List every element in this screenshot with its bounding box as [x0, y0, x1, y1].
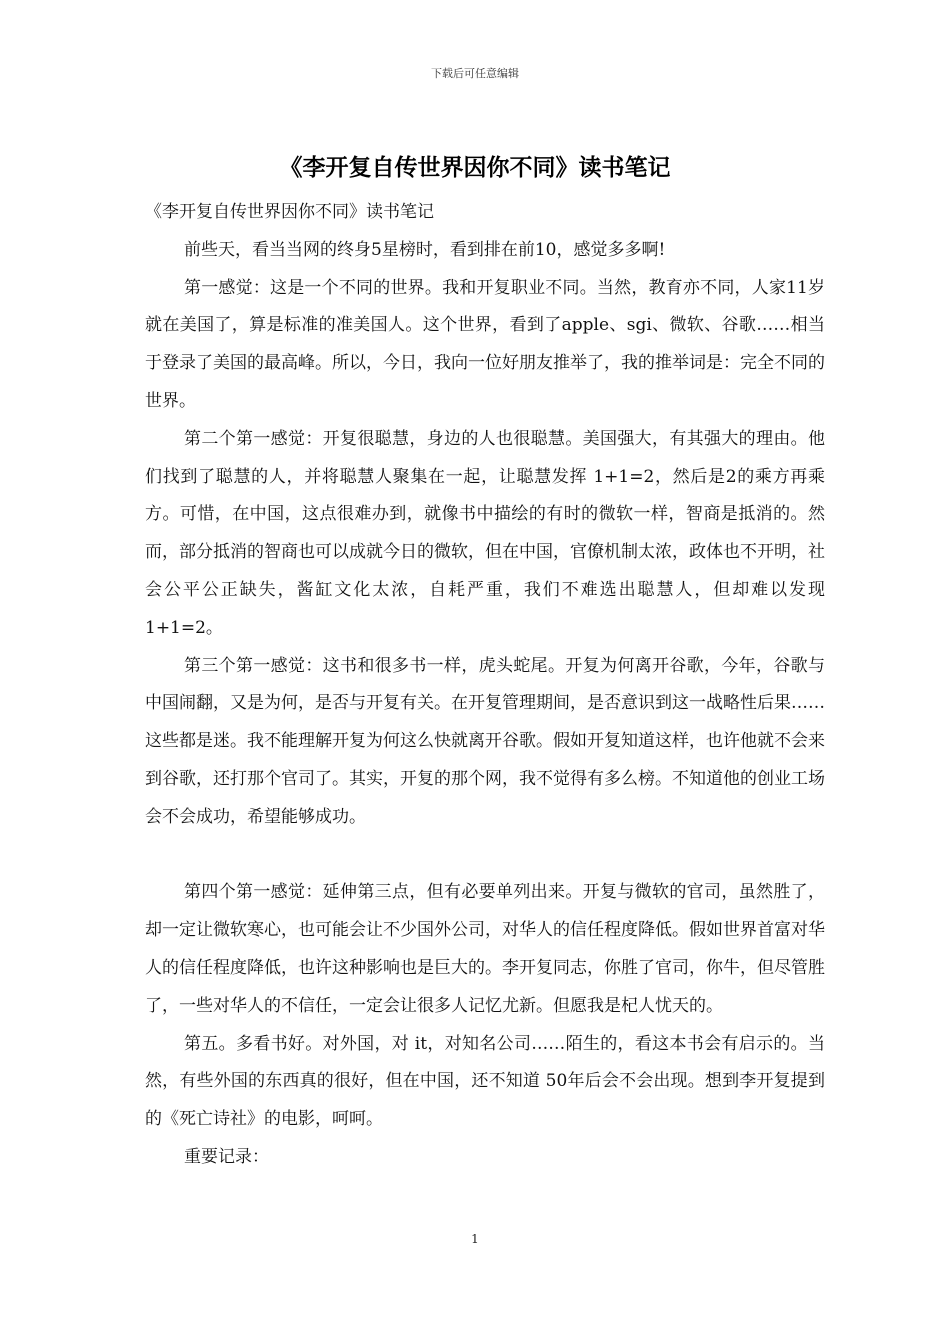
- page-header-note: 下载后可任意编辑: [431, 67, 519, 80]
- paragraph-second-impression: 第二个第一感觉：开复很聪慧，身边的人也很聪慧。美国强大，有其强大的理由。他们找到了聪慧的人，并将聪慧人聚集在一起，让聪慧发挥 1+1=2，然后是2的乘方再乘方。可惜，在中国，这点很难办到，就像书中描绘的有时的微软一样，智商是抵消的。然而，部分抵消的智商也可以成就今日的微软，但在中国，官僚机制太浓，政体也不开明，社会公平公正缺失，酱缸文化太浓，自耗严重，我们不难选出聪慧人，但却难以发现 1+1=2。: [145, 428, 825, 638]
- paragraph-fourth-impression: 第四个第一感觉：延伸第三点，但有必要单列出来。开复与微软的官司，虽然胜了，却一定让微软寒心，也可能会让不少国外公司，对华人的信任程度降低。假如世界首富对华人的信任程度降低，也许这种影响也是巨大的。李开复同志，你胜了官司，你牛，但尽管胜了，一些对华人的不信任，一定会让很多人记忆尤新。但愿我是杞人忧天的。: [145, 882, 825, 1016]
- paragraph-intro: 前些天，看当当网的终身5星榜时，看到排在前10，感觉多多啊!: [184, 239, 666, 260]
- paragraph-first-impression: 第一感觉：这是一个不同的世界。我和开复职业不同。当然，教育亦不同，人家11岁就在美国了，算是标准的准美国人。这个世界，看到了apple、sgi、微软、谷歌……相当于登录了美国的最高峰。所以，今日，我向一位好朋友推举了，我的推举词是：完全不同的世界。: [145, 277, 825, 411]
- paragraph-third-impression: 第三个第一感觉：这书和很多书一样，虎头蛇尾。开复为何离开谷歌，今年，谷歌与中国闹翻，又是为何，是否与开复有关。在开复管理期间，是否意识到这一战略性后果……这些都是迷。我不能理解开复为何这么快就离开谷歌。假如开复知道这样，也许他就不会来到谷歌，还打那个官司了。其实，开复的那个网，我不觉得有多么榜。不知道他的创业工场会不会成功，希望能够成功。: [145, 655, 825, 827]
- page-number: 1: [471, 1232, 479, 1246]
- paragraph-key-notes-heading: 重要记录：: [184, 1146, 269, 1167]
- document-title: 《李开复自传世界因你不同》读书笔记: [279, 155, 671, 181]
- blank-line: [145, 837, 825, 875]
- document-subtitle: 《李开复自传世界因你不同》读书笔记: [145, 202, 434, 222]
- paragraph-fifth-point: 第五。多看书好。对外国，对 it，对知名公司……陌生的，看这本书会有启示的。当然，有些外国的东西真的很好，但在中国，还不知道 50年后会不会出现。想到李开复提到的《死亡诗社》的电影，呵呵。: [145, 1033, 825, 1130]
- document-body: [145, 194, 825, 1177]
